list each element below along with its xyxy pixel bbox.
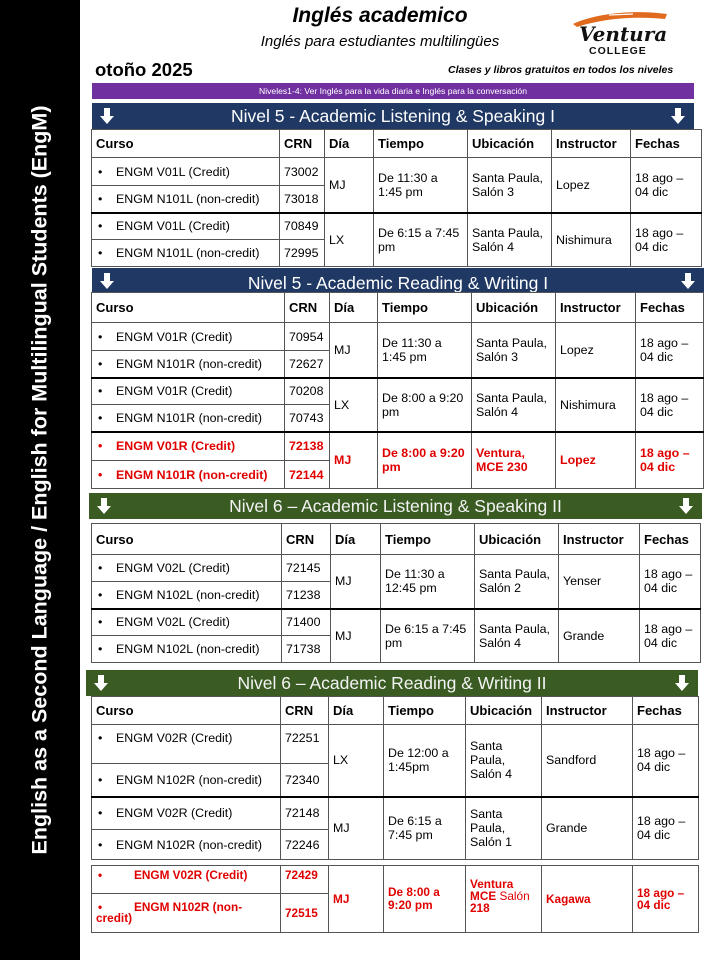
col-curso: Curso bbox=[92, 524, 282, 555]
course-cell: • ENGM V01R (Credit) bbox=[92, 432, 285, 461]
instructor-cell: Lopez bbox=[556, 323, 636, 378]
location-cell: Santa Paula, Salón 4 bbox=[466, 725, 542, 797]
table-header-row bbox=[92, 524, 701, 555]
col-ubicacion: Ubicación bbox=[466, 697, 542, 725]
day-cell: MJ bbox=[325, 158, 374, 213]
col-tiempo: Tiempo bbox=[378, 293, 472, 323]
table-row bbox=[92, 213, 702, 240]
ventura-college-logo bbox=[565, 8, 675, 60]
arrow-down-icon bbox=[678, 271, 698, 291]
table-row bbox=[92, 866, 699, 894]
day-cell: LX bbox=[325, 213, 374, 267]
course-cell: • ENGM N101R (non-credit) bbox=[92, 405, 285, 432]
dates-cell: 18 ago – 04 dic bbox=[636, 323, 704, 378]
schedule-table-level5-ls bbox=[91, 129, 702, 267]
crn-cell: 72995 bbox=[280, 240, 325, 267]
schedule-table-level6-rw bbox=[91, 696, 699, 860]
day-cell: MJ bbox=[329, 866, 384, 933]
table-row bbox=[92, 609, 701, 636]
arrow-down-icon bbox=[97, 106, 117, 126]
dates-cell: 18 ago – 04 dic bbox=[640, 555, 701, 609]
day-cell: MJ bbox=[331, 609, 381, 663]
day-cell: MJ bbox=[331, 555, 381, 609]
course-cell: • ENGM N101R (non-credit) bbox=[92, 351, 285, 378]
location-cell: Santa Paula, Salón 4 bbox=[472, 378, 556, 432]
section-title: Nivel 6 – Academic Reading & Writing II bbox=[237, 673, 547, 693]
levels-note-bar: Niveles1-4: Ver Inglés para la vida diaria e Inglés para la conversación bbox=[92, 83, 694, 99]
table-row bbox=[92, 378, 704, 405]
section-title: Nivel 5 - Academic Reading & Writing I bbox=[247, 273, 549, 292]
page-subtitle: Inglés para estudiantes multilingües bbox=[260, 33, 500, 50]
course-cell: • ENGM V01R (Credit) bbox=[92, 378, 285, 405]
col-ubicacion: Ubicación bbox=[472, 293, 556, 323]
location-line-2: Salón bbox=[499, 889, 530, 903]
col-ubicacion: Ubicación bbox=[475, 524, 559, 555]
day-cell: LX bbox=[329, 725, 384, 797]
course-cell: • ENGM V02R (Credit) bbox=[92, 725, 281, 764]
schedule-table-level6-ls bbox=[91, 523, 701, 663]
dates-cell: 18 ago – 04 dic bbox=[640, 609, 701, 663]
dates-cell: 18 ago – 04 dic bbox=[631, 213, 702, 267]
crn-cell: 72246 bbox=[281, 830, 329, 860]
table-row bbox=[92, 323, 704, 351]
location-cell: Santa Paula, Salón 1 bbox=[466, 797, 542, 860]
crn-cell: 70849 bbox=[280, 213, 325, 240]
col-instructor: Instructor bbox=[556, 293, 636, 323]
instructor-cell: Grande bbox=[542, 797, 633, 860]
location-cell: Santa Paula, Salón 3 bbox=[468, 158, 552, 213]
time-cell: De 11:30 a 1:45 pm bbox=[378, 323, 472, 378]
crn-cell: 70743 bbox=[285, 405, 330, 432]
col-fechas: Fechas bbox=[633, 697, 699, 725]
table-row bbox=[92, 432, 704, 461]
col-instructor: Instructor bbox=[552, 130, 631, 158]
crn-cell: 70208 bbox=[285, 378, 330, 405]
course-cell: • ENGM N101R (non-credit) bbox=[92, 461, 285, 489]
page-title: Inglés academico bbox=[292, 4, 468, 27]
col-dia: Día bbox=[331, 524, 381, 555]
col-tiempo: Tiempo bbox=[374, 130, 468, 158]
course-cell: • ENGM V01R (Credit) bbox=[92, 323, 285, 351]
time-cell: De 11:30 a 1:45 pm bbox=[374, 158, 468, 213]
col-curso: Curso bbox=[92, 130, 280, 158]
course-cell: • ENGM V01L (Credit) bbox=[92, 213, 280, 240]
time-cell: De 8:00 a 9:20 pm bbox=[378, 378, 472, 432]
col-tiempo: Tiempo bbox=[384, 697, 466, 725]
schedule-table-level5-rw bbox=[91, 292, 704, 489]
col-instructor: Instructor bbox=[542, 697, 633, 725]
crn-cell: 71238 bbox=[282, 582, 331, 609]
arrow-down-icon bbox=[91, 673, 111, 693]
day-cell: MJ bbox=[330, 432, 378, 489]
course-cell: • ENGM N102R (non-credit) bbox=[92, 830, 281, 860]
location-cell: Santa Paula, Salón 4 bbox=[468, 213, 552, 267]
crn-cell: 72148 bbox=[281, 797, 329, 830]
instructor-cell: Yenser bbox=[559, 555, 640, 609]
location-cell: Santa Paula, Salón 4 bbox=[475, 609, 559, 663]
table-row bbox=[92, 158, 702, 186]
instructor-cell: Nishimura bbox=[552, 213, 631, 267]
course-cell: • ENGM N102R (non-credit) bbox=[92, 764, 281, 797]
dates-cell: 18 ago – 04 dic bbox=[636, 432, 704, 489]
course-cell: • ENGM N102L (non-credit) bbox=[92, 636, 282, 663]
col-crn: CRN bbox=[280, 130, 325, 158]
col-tiempo: Tiempo bbox=[381, 524, 475, 555]
location-cell: Santa Paula, Salón 3 bbox=[472, 323, 556, 378]
sidebar-title: English as a Second Language / English for Multilingual Students (EngM) bbox=[27, 105, 52, 855]
col-dia: Día bbox=[329, 697, 384, 725]
crn-cell: 72340 bbox=[281, 764, 329, 797]
course-cell: • ENGM V01L (Credit) bbox=[92, 158, 280, 186]
col-curso: Curso bbox=[92, 697, 281, 725]
crn-cell: 72515 bbox=[281, 894, 329, 933]
arrow-down-icon bbox=[672, 673, 692, 693]
col-fechas: Fechas bbox=[636, 293, 704, 323]
arrow-down-icon bbox=[668, 106, 688, 126]
course-cell: • ENGM N101L (non-credit) bbox=[92, 240, 280, 267]
col-fechas: Fechas bbox=[631, 130, 702, 158]
section-title: Nivel 5 - Academic Listening & Speaking I bbox=[231, 106, 555, 126]
course-cell: • ENGM V02L (Credit) bbox=[92, 609, 282, 636]
col-dia: Día bbox=[325, 130, 374, 158]
free-classes-note: Clases y libros gratuitos en todos los niveles bbox=[448, 64, 674, 76]
crn-cell: 72251 bbox=[281, 725, 329, 764]
crn-cell: 71400 bbox=[282, 609, 331, 636]
table-row bbox=[92, 797, 699, 830]
instructor-cell: Lopez bbox=[556, 432, 636, 489]
schedule-table-level6-rw-ventura bbox=[91, 865, 699, 933]
col-curso: Curso bbox=[92, 293, 285, 323]
location-cell: Santa Paula, Salón 2 bbox=[475, 555, 559, 609]
table-row bbox=[92, 725, 699, 764]
crn-cell: 73018 bbox=[280, 186, 325, 213]
section-banner-level6-ls bbox=[89, 493, 702, 519]
col-dia: Día bbox=[330, 293, 378, 323]
section-title: Nivel 6 – Academic Listening & Speaking II bbox=[229, 496, 562, 516]
time-cell: De 12:00 a 1:45pm bbox=[384, 725, 466, 797]
crn-cell: 70954 bbox=[285, 323, 330, 351]
dates-cell: 18 ago – 04 dic bbox=[633, 866, 699, 933]
instructor-cell: Nishimura bbox=[556, 378, 636, 432]
arrow-down-icon bbox=[676, 496, 696, 516]
course-name: ENGM N102R (non-credit) bbox=[96, 900, 243, 925]
dates-cell: 18 ago – 04 dic bbox=[633, 725, 699, 797]
instructor-cell: Lopez bbox=[552, 158, 631, 213]
crn-cell: 72145 bbox=[282, 555, 331, 582]
dates-cell: 18 ago – 04 dic bbox=[631, 158, 702, 213]
day-cell: MJ bbox=[329, 797, 384, 860]
course-cell: • ENGM V02R (Credit) bbox=[92, 797, 281, 830]
day-cell: LX bbox=[330, 378, 378, 432]
col-ubicacion: Ubicación bbox=[468, 130, 552, 158]
location-cell bbox=[466, 866, 542, 933]
day-cell: MJ bbox=[330, 323, 378, 378]
section-banner-level5-ls bbox=[92, 103, 694, 129]
course-cell bbox=[92, 866, 281, 894]
crn-cell: 72429 bbox=[281, 866, 329, 894]
col-crn: CRN bbox=[282, 524, 331, 555]
logo-word-ventura: Ventura bbox=[579, 22, 668, 46]
col-crn: CRN bbox=[285, 293, 330, 323]
time-cell: De 6:15 a 7:45 pm bbox=[381, 609, 475, 663]
location-cell: Ventura, MCE 230 bbox=[472, 432, 556, 489]
season-label: otoño 2025 bbox=[95, 59, 193, 80]
location-line-3: 218 bbox=[470, 901, 490, 915]
time-cell: De 6:15 a 7:45 pm bbox=[374, 213, 468, 267]
time-cell: De 6:15 a 7:45 pm bbox=[384, 797, 466, 860]
table-header-row bbox=[92, 130, 702, 158]
table-row bbox=[92, 555, 701, 582]
course-cell: • ENGM V02L (Credit) bbox=[92, 555, 282, 582]
course-cell: • ENGM N101L (non-credit) bbox=[92, 186, 280, 213]
time-cell: De 8:00 a 9:20 pm bbox=[384, 866, 466, 933]
sidebar bbox=[0, 0, 80, 960]
location-line-1: Ventura MCE bbox=[470, 877, 514, 903]
arrow-down-icon bbox=[97, 271, 117, 291]
course-name: ENGM V02R (Credit) bbox=[134, 868, 248, 882]
instructor-cell: Kagawa bbox=[542, 866, 633, 933]
col-crn: CRN bbox=[281, 697, 329, 725]
arrow-down-icon bbox=[94, 496, 114, 516]
time-cell: De 8:00 a 9:20 pm bbox=[378, 432, 472, 489]
course-cell: • ENGM N102L (non-credit) bbox=[92, 582, 282, 609]
logo-word-college: COLLEGE bbox=[589, 45, 647, 57]
dates-cell: 18 ago – 04 dic bbox=[633, 797, 699, 860]
dates-cell: 18 ago – 04 dic bbox=[636, 378, 704, 432]
instructor-cell: Sandford bbox=[542, 725, 633, 797]
crn-cell: 72138 bbox=[285, 432, 330, 461]
crn-cell: 72144 bbox=[285, 461, 330, 489]
crn-cell: 71738 bbox=[282, 636, 331, 663]
section-banner-level5-rw bbox=[92, 268, 704, 292]
col-fechas: Fechas bbox=[640, 524, 701, 555]
col-instructor: Instructor bbox=[559, 524, 640, 555]
table-header-row bbox=[92, 697, 699, 725]
course-cell bbox=[92, 894, 281, 933]
time-cell: De 11:30 a 12:45 pm bbox=[381, 555, 475, 609]
crn-cell: 72627 bbox=[285, 351, 330, 378]
instructor-cell: Grande bbox=[559, 609, 640, 663]
table-header-row bbox=[92, 293, 704, 323]
crn-cell: 73002 bbox=[280, 158, 325, 186]
section-banner-level6-rw bbox=[86, 670, 698, 696]
